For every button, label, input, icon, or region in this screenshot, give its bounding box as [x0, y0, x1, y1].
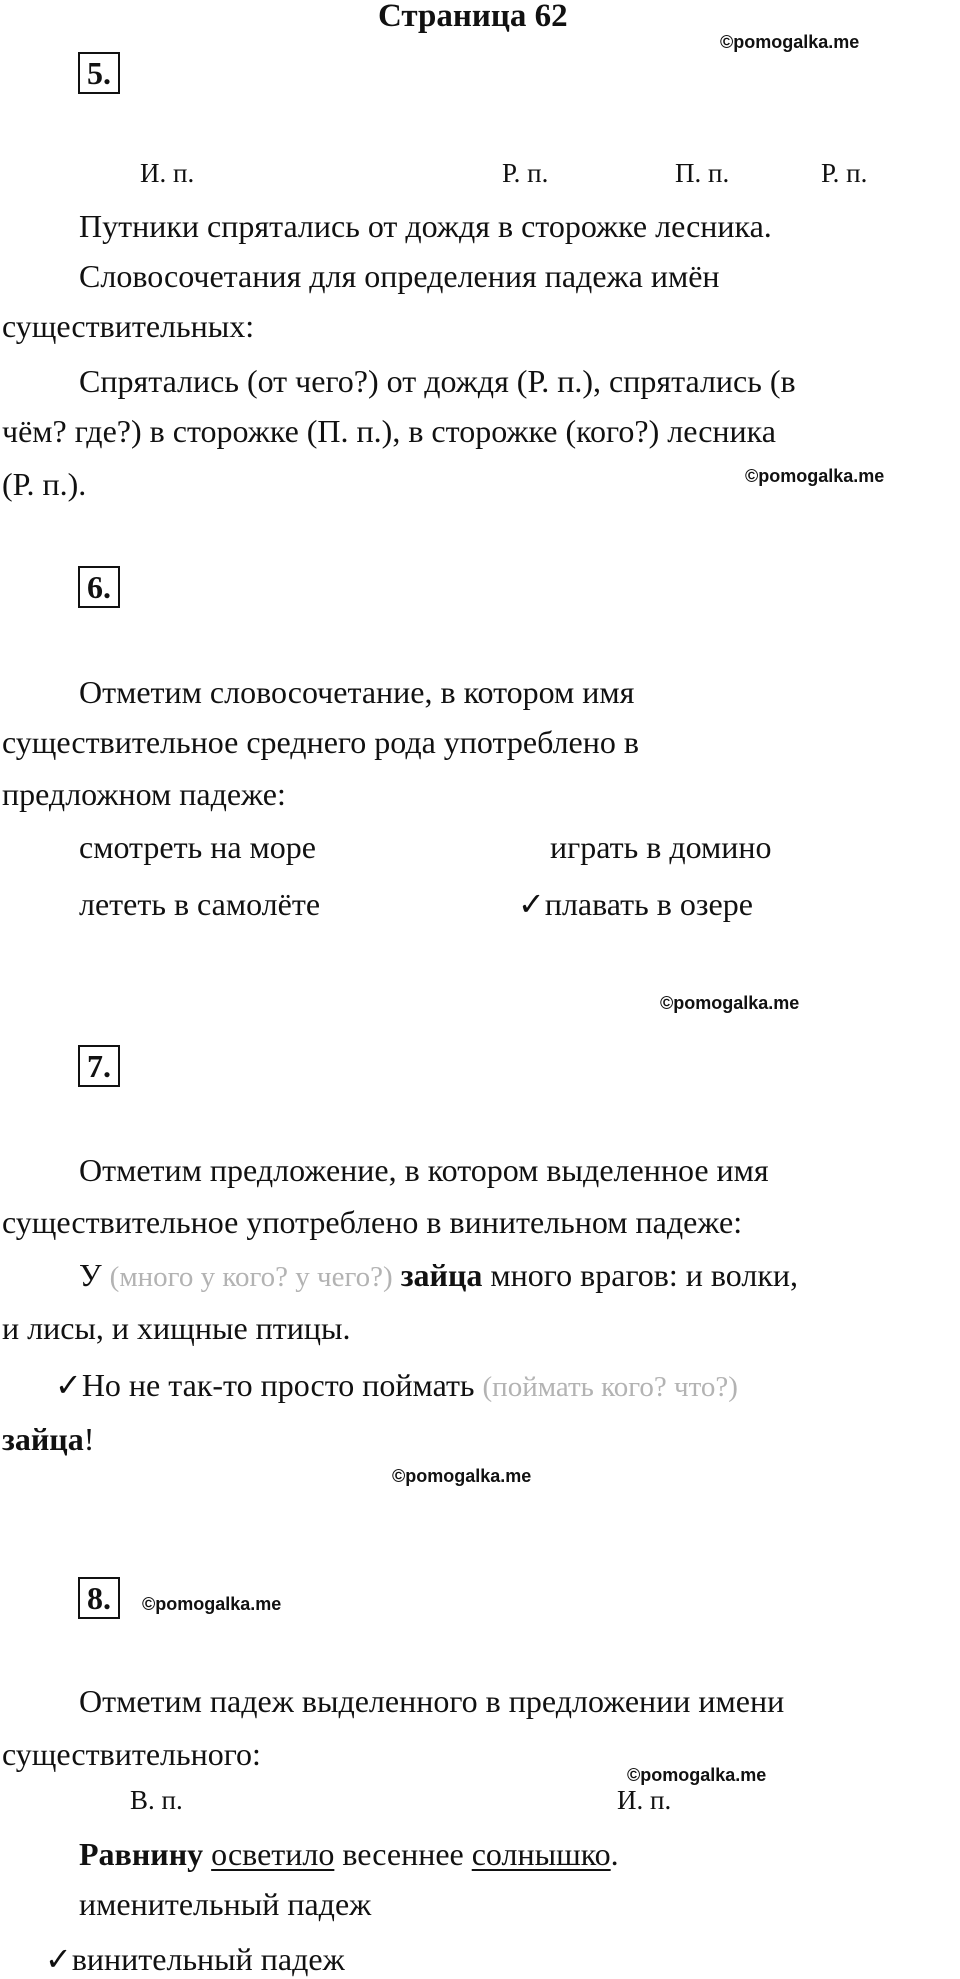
task7-s1-start: У [79, 1257, 110, 1293]
checkmark-icon: ✓ [45, 1940, 72, 1978]
task5-answer-line1: Спрятались (от чего?) от дождя (Р. п.), спрятались (в [79, 363, 796, 399]
task6-option-1: смотреть на море [79, 829, 316, 865]
task8-word-end: . [610, 1836, 619, 1872]
task6-option-3: лететь в самолёте [79, 886, 321, 922]
task7-s2-end: ! [83, 1421, 95, 1457]
task7-question-line1: Отметим предложение, в котором выделенное имя [79, 1152, 769, 1188]
task8-sentence [79, 1835, 619, 1873]
task7-sentence2-line2 [2, 1420, 94, 1458]
task5-phrase-line1: Словосочетания для определения падежа имён [79, 258, 720, 294]
watermark: ©pomogalka.me [720, 32, 860, 52]
task7-s1-end: много врагов: и волки, [482, 1257, 798, 1293]
checkmark-icon: ✓ [55, 1366, 82, 1404]
task5-answer-line2: чём? где?) в сторожке (П. п.), в сторожке (кого?) лесника [2, 413, 776, 449]
task6-question-line2: существительное среднего рода употреблено в [2, 724, 639, 760]
task8-label-right: И. п. [617, 1785, 672, 1815]
task5-sentence: Путники спрятались от дождя в сторожке лесника. [79, 208, 772, 244]
task8-word-underlined-2: солнышко [471, 1836, 611, 1872]
task8-option-2-row [45, 1940, 345, 1978]
task5-answer-line3: (Р. п.). [2, 466, 87, 502]
task6-number: 6. [78, 566, 120, 608]
task8-label-left: В. п. [130, 1785, 183, 1815]
task7-question-line2: существительное употреблено в винительном падеже: [2, 1204, 743, 1240]
task7-s2-start: Но не так-то просто поймать [81, 1367, 483, 1403]
watermark: ©pomogalka.me [660, 993, 800, 1013]
task8-word-bold: Равнину [79, 1836, 204, 1872]
watermark: ©pomogalka.me [627, 1765, 767, 1785]
task7-s1-hint: (много у кого? у чего?) [109, 1261, 393, 1293]
task5-number: 5. [78, 52, 120, 94]
task5-phrase-line2: существительных: [2, 308, 255, 344]
task8-word-mid: весеннее [334, 1836, 472, 1872]
task7-sentence2 [55, 1366, 738, 1406]
task7-s2-hint: (поймать кого? что?) [482, 1371, 738, 1403]
task7-number: 7. [78, 1045, 120, 1087]
watermark: ©pomogalka.me [392, 1466, 532, 1486]
page-title: Страница 62 [378, 0, 568, 34]
task8-question-line2: существительного: [2, 1736, 261, 1772]
task6-question-line1: Отметим словосочетание, в котором имя [79, 674, 635, 710]
task8-number: 8. [78, 1577, 120, 1619]
checkmark-icon: ✓ [518, 885, 545, 923]
task5-label-4: Р. п. [821, 158, 868, 188]
task8-option-2: винительный падеж [71, 1941, 345, 1977]
task6-option-2: играть в домино [550, 829, 772, 865]
task6-option-4-row [518, 885, 753, 923]
watermark: ©pomogalka.me [142, 1594, 282, 1614]
task5-label-3: П. п. [675, 158, 730, 188]
task8-question-line1: Отметим падеж выделенного в предложении имени [79, 1683, 785, 1719]
task7-sentence1-line2: и лисы, и хищные птицы. [2, 1310, 351, 1346]
task5-label-2: Р. п. [502, 158, 549, 188]
task5-label-1: И. п. [140, 158, 195, 188]
task6-option-4: плавать в озере [544, 886, 753, 922]
task7-s2-bold: зайца [2, 1421, 84, 1457]
task8-word-underlined-1: осветило [211, 1836, 335, 1872]
task7-sentence1 [79, 1256, 798, 1296]
task6-question-line3: предложном падеже: [2, 776, 286, 812]
task8-option-1: именительный падеж [79, 1886, 372, 1922]
watermark: ©pomogalka.me [745, 466, 885, 486]
task7-s1-bold: зайца [400, 1257, 483, 1293]
